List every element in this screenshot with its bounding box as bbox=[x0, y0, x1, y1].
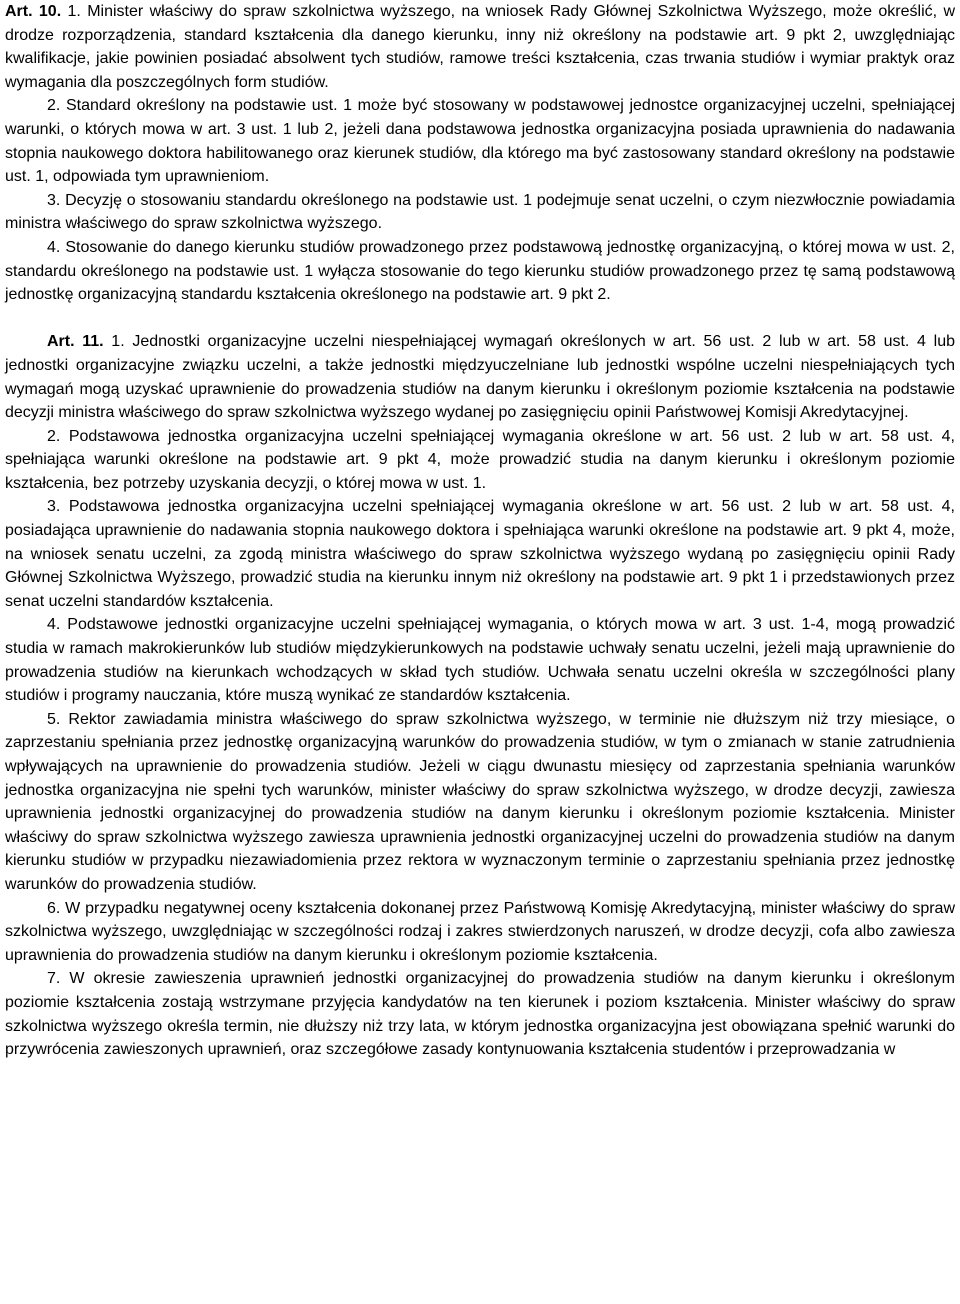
article-10-paragraph-3: 3. Decyzję o stosowaniu standardu określonego na podstawie ust. 1 podejmuje senat uczelni, o czym niezwłocznie powiadamia ministra właściwego do spraw szkolnictwa wyższego. bbox=[5, 191, 955, 233]
article-11-paragraph-1-text: 1. Jednostki organizacyjne uczelni niespełniającej wymagań określonych w art. 56 ust. 2 lub w art. 58 ust. 4 lub jednostki organizacyjne związku uczelni, a także jednostki międzyuczelniane lub jednostki wspólne uczelni niespełniających tych wymagań mogą uzyskać uprawnienie do prowadzenia studiów na danym kierunku i określonym poziomie kształcenia na podstawie decyzji ministra właściwego do spraw szkolnictwa wyższego wydanej po zasięgnięciu opinii Państwowej Komisji Akredytacyjnej. bbox=[5, 333, 955, 422]
article-11-paragraph-4: 4. Podstawowe jednostki organizacyjne uczelni spełniającej wymagania, o których mowa w art. 3 ust. 1-4, mogą prowadzić studia w ramach makrokierunków lub studiów międzykierunkowych na podstawie uchwały senatu uczelni, jeżeli mają uprawnienie do prowadzenia studiów na kierunkach wchodzących w skład tych studiów. Uchwała senatu uczelni określa w szczególności plany studiów i programy nauczania, które muszą wynikać ze standardów kształcenia. bbox=[5, 616, 955, 705]
article-10-paragraph-4: 4. Stosowanie do danego kierunku studiów prowadzonego przez podstawową jednostkę organizacyjną, o której mowa w ust. 2, standardu określonego na podstawie ust. 1 wyłącza stosowanie do tego kierunku studiów prowadzonego przez tę samą podstawową jednostkę organizacyjną standardu kształcenia określonego na podstawie art. 9 pkt 2. bbox=[5, 238, 955, 304]
article-11-paragraph-1 bbox=[5, 330, 955, 424]
article-10-paragraph-2: 2. Standard określony na podstawie ust. 1 może być stosowany w podstawowej jednostce organizacyjnej uczelni, spełniającej warunki, o których mowa w art. 3 ust. 1 lub 2, jeżeli dana podstawowa jednostka organizacyjna posiada uprawnienia do nadawania stopnia naukowego doktora habilitowanego oraz kierunek studiów, dla którego ma być zastosowany standard określony na podstawie ust. 1, odpowiada tym uprawnieniom. bbox=[5, 97, 955, 186]
article-11-paragraph-2: 2. Podstawowa jednostka organizacyjna uczelni spełniającej wymagania określone w art. 56 ust. 2 lub w art. 58 ust. 4, spełniająca warunki określone na podstawie art. 9 pkt 4, może prowadzić studia na danym kierunku i określonym poziomie kształcenia, bez potrzeby uzyskania decyzji, o której mowa w ust. 1. bbox=[5, 427, 955, 492]
article-11 bbox=[5, 330, 955, 1061]
article-11-paragraph-6: 6. W przypadku negatywnej oceny kształcenia dokonanej przez Państwową Komisję Akredytacyjną, minister właściwy do spraw szkolnictwa wyższego, uwzględniając w szczególności rodzaj i zakres stwierdzonych naruszeń, w drodze decyzji, cofa albo zawiesza uprawnienia do prowadzenia studiów na danym kierunku i określonym poziomie kształcenia. bbox=[5, 899, 955, 964]
article-10-paragraph-1-text: 1. Minister właściwy do spraw szkolnictwa wyższego, na wniosek Rady Głównej Szkolnictwa Wyższego, może określić, w drodze rozporządzenia, standard kształcenia dla danego kierunku, inny niż określony na podstawie art. 9 pkt 2, uwzględniając kwalifikacje, jakie powinien posiadać absolwent tych studiów, ramowe treści kształcenia, czas trwania studiów i wymiar praktyk oraz wymagania dla poszczególnych form studiów. bbox=[5, 3, 955, 91]
article-10-paragraph-1 bbox=[5, 0, 955, 94]
article-11-paragraph-7: 7. W okresie zawieszenia uprawnień jednostki organizacyjnej do prowadzenia studiów na danym kierunku i określonym poziomie kształcenia zostają wstrzymane przyjęcia kandydatów na ten kierunek i poziom kształcenia. Minister właściwy do spraw szkolnictwa wyższego określa termin, nie dłuższy niż trzy lata, w którym jednostka organizacyjna jest obowiązana spełnić warunki do przywrócenia zawieszonych uprawnień, oraz szczegółowe zasady kontynuowania kształcenia studentów i przeprowadzania w bbox=[5, 970, 955, 1059]
article-11-paragraph-5: 5. Rektor zawiadamia ministra właściwego do spraw szkolnictwa wyższego, w terminie nie dłuższym niż trzy miesiące, o zaprzestaniu spełniania przez jednostkę organizacyjną warunków do prowadzenia studiów, w tym o zmianach w stanie zatrudnienia wpływających na uprawnienie do prowadzenia studiów. Jeżeli w ciągu dwunastu miesięcy od zaprzestania spełniania warunków jednostka organizacyjna nie spełni tych warunków, minister właściwy do spraw szkolnictwa wyższego, w drodze decyzji, zawiesza uprawnienia jednostki organizacyjnej do prowadzenia studiów na danym kierunku i określonym poziomie kształcenia. Minister właściwy do spraw szkolnictwa wyższego zawiesza uprawnienia jednostki organizacyjnej uczelni do prowadzenia studiów na danym kierunku studiów w przypadku niezawiadomienia przez rektora w wyznaczonym terminie o zaprzestaniu spełniania przez jednostkę warunków do prowadzenia studiów. bbox=[5, 710, 955, 893]
article-11-paragraph-3: 3. Podstawowa jednostka organizacyjna uczelni spełniającej wymagania określone w art. 56 ust. 2 lub w art. 58 ust. 4, posiadająca uprawnienie do nadawania stopnia naukowego doktora i spełniająca warunki określone na podstawie art. 9 pkt 4, może, na wniosek senatu uczelni, za zgodą ministra właściwego do spraw szkolnictwa wyższego wydaną po zasięgnięciu opinii Rady Głównej Szkolnictwa Wyższego, prowadzić studia na kierunku innym niż określony na podstawie art. 9 pkt 1 i przedstawionych przez senat uczelni standardów kształcenia. bbox=[5, 498, 955, 610]
article-11-label: Art. 11. bbox=[47, 333, 104, 351]
article-10-label: Art. 10. bbox=[5, 3, 62, 20]
article-10 bbox=[5, 0, 955, 307]
